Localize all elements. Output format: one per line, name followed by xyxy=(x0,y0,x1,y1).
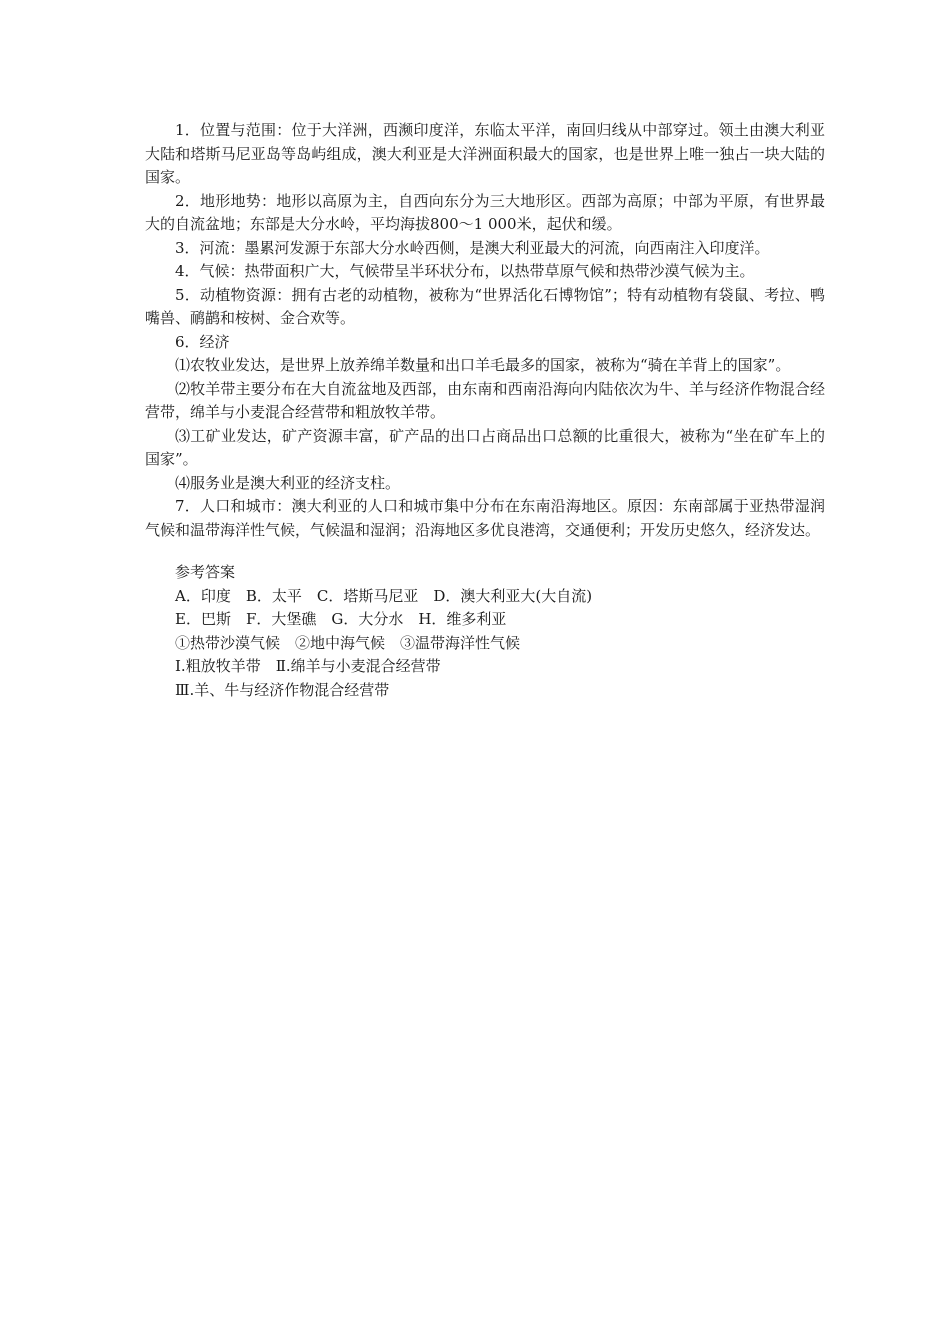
paragraph-economy-mining: ⑶工矿业发达，矿产资源丰富，矿产品的出口占商品出口总额的比重很大，被称为“坐在矿车上的国家”。 xyxy=(145,426,825,468)
paragraph-economy-heading: 6．经济 xyxy=(175,332,230,351)
answer-line: E．巴斯 F．大堡礁 G．大分水 H．维多利亚 xyxy=(175,610,507,628)
paragraph-location: 1．位置与范围：位于大洋洲，西濒印度洋，东临太平洋，南回归线从中部穿过。领土由澳大利亚大陆和塔斯马尼亚岛等岛屿组成，澳大利亚是大洋洲面积最大的国家，也是世界上唯一独占一块大陆的国家。 xyxy=(145,121,825,186)
paragraph-economy-services: ⑷服务业是澳大利亚的经济支柱。 xyxy=(175,473,401,492)
answer-line: A．印度 B．太平 C．塔斯马尼亚 D．澳大利亚大(大自流) xyxy=(175,586,593,605)
answers-heading: 参考答案 xyxy=(175,563,236,581)
paragraph-population-cities: 7．人口和城市：澳大利亚的人口和城市集中分布在东南沿海地区。原因：东南部属于亚热带湿润气候和温带海洋性气候，气候温和湿润；沿海地区多优良港湾，交通便利；开发历史悠久，经济发达。 xyxy=(145,497,825,539)
answer-line: Ⅲ.羊、牛与经济作物混合经营带 xyxy=(175,680,390,699)
paragraph-terrain: 2．地形地势：地形以高原为主，自西向东分为三大地形区。西部为高原；中部为平原，有世界最大的自流盆地；东部是大分水岭，平均海拔800～1 000米，起伏和缓。 xyxy=(145,191,825,233)
answer-line: Ⅰ.粗放牧羊带 Ⅱ.绵羊与小麦混合经营带 xyxy=(175,657,441,675)
document-body xyxy=(145,119,825,702)
paragraph-rivers: 3．河流：墨累河发源于东部大分水岭西侧，是澳大利亚最大的河流，向西南注入印度洋。 xyxy=(175,238,770,257)
paragraph-flora-fauna: 5．动植物资源：拥有古老的动植物，被称为“世界活化石博物馆”；特有动植物有袋鼠、考拉、鸭嘴兽、鸸鹋和桉树、金合欢等。 xyxy=(145,285,825,327)
paragraph-economy-agriculture: ⑴农牧业发达，是世界上放养绵羊数量和出口羊毛最多的国家，被称为“骑在羊背上的国家”。 xyxy=(175,356,791,374)
reference-answers xyxy=(145,561,825,702)
answer-line: ①热带沙漠气候 ②地中海气候 ③温带海洋性气候 xyxy=(175,633,521,652)
paragraph-climate: 4．气候：热带面积广大，气候带呈半环状分布，以热带草原气候和热带沙漠气候为主。 xyxy=(175,262,755,280)
paragraph-economy-sheep-belt: ⑵牧羊带主要分布在大自流盆地及西部，由东南和西南沿海向内陆依次为牛、羊与经济作物混合经营带，绵羊与小麦混合经营带和粗放牧羊带。 xyxy=(145,379,825,421)
